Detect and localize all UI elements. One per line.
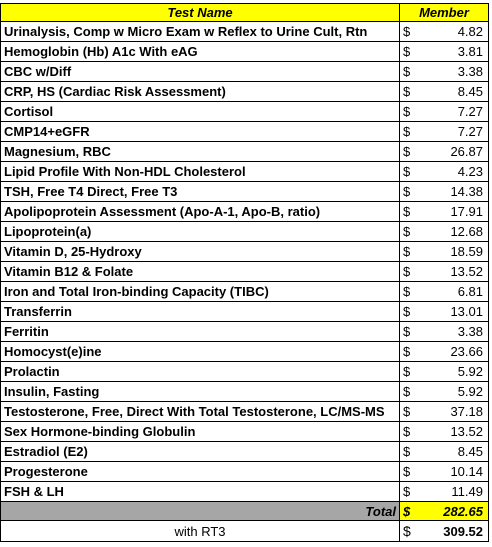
currency-symbol: $ [400, 102, 422, 122]
member-price-cell: 7.27 [422, 102, 489, 122]
member-price-cell: 6.81 [422, 282, 489, 302]
member-price-cell: 13.52 [422, 422, 489, 442]
member-price-cell: 17.91 [422, 202, 489, 222]
table-row [1, 422, 489, 442]
table-row [1, 322, 489, 342]
test-name-cell: Insulin, Fasting [1, 382, 400, 402]
table-row [1, 22, 489, 42]
test-name-cell: Lipoprotein(a) [1, 222, 400, 242]
header-row [1, 4, 489, 22]
currency-symbol: $ [400, 282, 422, 302]
total-currency-symbol: $ [400, 502, 422, 521]
currency-symbol: $ [400, 402, 422, 422]
test-name-cell: CRP, HS (Cardiac Risk Assessment) [1, 82, 400, 102]
currency-symbol: $ [400, 262, 422, 282]
table-row [1, 382, 489, 402]
currency-symbol: $ [400, 142, 422, 162]
currency-symbol: $ [400, 362, 422, 382]
currency-symbol: $ [400, 442, 422, 462]
currency-symbol: $ [400, 162, 422, 182]
header-test-name: Test Name [1, 4, 400, 22]
member-price-cell: 18.59 [422, 242, 489, 262]
test-name-cell: Apolipoprotein Assessment (Apo-A-1, Apo-B, ratio) [1, 202, 400, 222]
table-row [1, 42, 489, 62]
currency-symbol: $ [400, 182, 422, 202]
total-row [1, 502, 489, 521]
test-name-cell: Magnesium, RBC [1, 142, 400, 162]
table-row [1, 482, 489, 502]
member-price-cell: 5.92 [422, 362, 489, 382]
member-price-cell: 10.14 [422, 462, 489, 482]
currency-symbol: $ [400, 322, 422, 342]
test-name-cell: Iron and Total Iron-binding Capacity (TIBC) [1, 282, 400, 302]
table-row [1, 122, 489, 142]
header-member: Member [400, 4, 489, 22]
table-row [1, 222, 489, 242]
member-price-cell: 14.38 [422, 182, 489, 202]
test-name-cell: Cortisol [1, 102, 400, 122]
table-row [1, 302, 489, 322]
test-name-cell: Hemoglobin (Hb) A1c With eAG [1, 42, 400, 62]
table-row [1, 402, 489, 422]
currency-symbol: $ [400, 242, 422, 262]
member-price-cell: 7.27 [422, 122, 489, 142]
test-name-cell: Prolactin [1, 362, 400, 382]
price-table [0, 3, 489, 542]
member-price-cell: 3.38 [422, 322, 489, 342]
member-price-cell: 23.66 [422, 342, 489, 362]
member-price-cell: 37.18 [422, 402, 489, 422]
table-row [1, 462, 489, 482]
currency-symbol: $ [400, 202, 422, 222]
currency-symbol: $ [400, 62, 422, 82]
member-price-cell: 4.23 [422, 162, 489, 182]
member-price-cell: 13.01 [422, 302, 489, 322]
table-row [1, 182, 489, 202]
member-price-cell: 13.52 [422, 262, 489, 282]
member-price-cell: 8.45 [422, 82, 489, 102]
table-body [1, 22, 489, 502]
member-price-cell: 12.68 [422, 222, 489, 242]
test-name-cell: Transferrin [1, 302, 400, 322]
table-row [1, 202, 489, 222]
test-name-cell: Sex Hormone-binding Globulin [1, 422, 400, 442]
test-name-cell: Urinalysis, Comp w Micro Exam w Reflex to Urine Cult, Rtn [1, 22, 400, 42]
member-price-cell: 26.87 [422, 142, 489, 162]
test-name-cell: Vitamin D, 25-Hydroxy [1, 242, 400, 262]
member-price-cell: 5.92 [422, 382, 489, 402]
currency-symbol: $ [400, 462, 422, 482]
currency-symbol: $ [400, 222, 422, 242]
test-name-cell: FSH & LH [1, 482, 400, 502]
test-name-cell: Estradiol (E2) [1, 442, 400, 462]
table-row [1, 262, 489, 282]
currency-symbol: $ [400, 482, 422, 502]
member-price-cell: 11.49 [422, 482, 489, 502]
test-name-cell: Homocyst(e)ine [1, 342, 400, 362]
currency-symbol: $ [400, 82, 422, 102]
total-label: Total [1, 502, 400, 521]
test-name-cell: CMP14+eGFR [1, 122, 400, 142]
test-name-cell: Ferritin [1, 322, 400, 342]
table-row [1, 162, 489, 182]
test-name-cell: Testosterone, Free, Direct With Total Testosterone, LC/MS-MS [1, 402, 400, 422]
test-name-cell: CBC w/Diff [1, 62, 400, 82]
test-name-cell: Progesterone [1, 462, 400, 482]
rt3-currency-symbol: $ [400, 521, 422, 542]
table-row [1, 282, 489, 302]
table-row [1, 442, 489, 462]
currency-symbol: $ [400, 22, 422, 42]
table-row [1, 242, 489, 262]
rt3-label: with RT3 [1, 521, 400, 542]
currency-symbol: $ [400, 42, 422, 62]
rt3-amount: 309.52 [422, 521, 489, 542]
currency-symbol: $ [400, 422, 422, 442]
currency-symbol: $ [400, 342, 422, 362]
test-name-cell: Vitamin B12 & Folate [1, 262, 400, 282]
table-row [1, 142, 489, 162]
member-price-cell: 8.45 [422, 442, 489, 462]
test-name-cell: TSH, Free T4 Direct, Free T3 [1, 182, 400, 202]
currency-symbol: $ [400, 122, 422, 142]
table-row [1, 362, 489, 382]
member-price-cell: 3.81 [422, 42, 489, 62]
table-row [1, 342, 489, 362]
table-row [1, 82, 489, 102]
total-amount: 282.65 [422, 502, 489, 521]
member-price-cell: 3.38 [422, 62, 489, 82]
rt3-row [1, 521, 489, 542]
currency-symbol: $ [400, 302, 422, 322]
test-name-cell: Lipid Profile With Non-HDL Cholesterol [1, 162, 400, 182]
table-row [1, 102, 489, 122]
table-row [1, 62, 489, 82]
currency-symbol: $ [400, 382, 422, 402]
member-price-cell: 4.82 [422, 22, 489, 42]
